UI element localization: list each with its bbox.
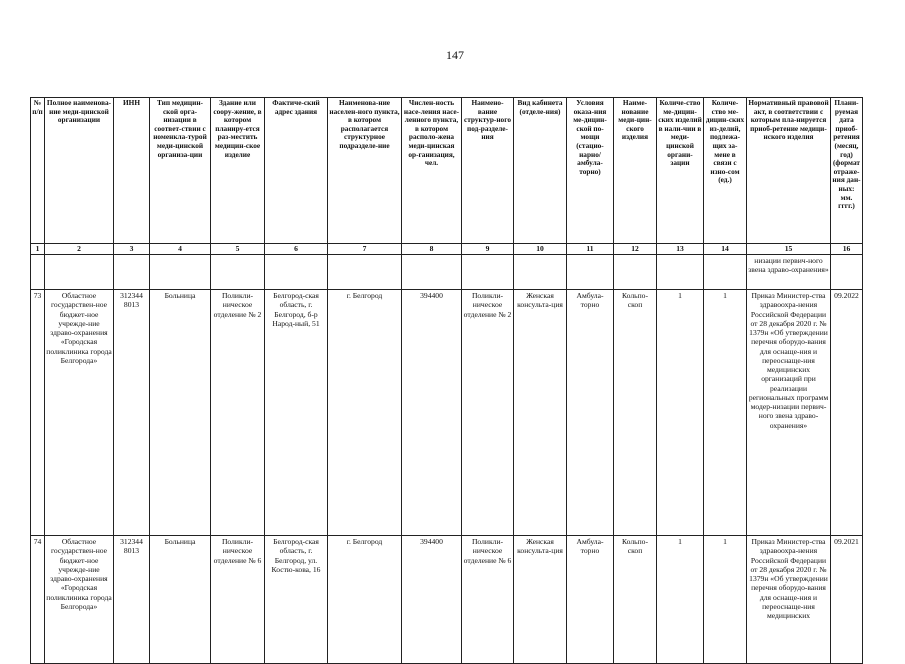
col-header-full-name: Полное наименова-ние меди-цинской организации [45,98,114,244]
column-number: 9 [462,244,514,255]
empty-cell [514,255,567,290]
col-header-address: Фактиче-ский адрес здания [265,98,328,244]
record-building: Поликли-ническое отделение № 2 [211,290,265,536]
record-address: Белгород-ская область, г. Белгород, ул. Костю-кова, 16 [265,536,328,664]
header-row [31,98,863,244]
continuation-legal-act: низации первич-ного звена здраво-охранения» [747,255,831,290]
empty-cell [45,255,114,290]
col-header-subdivision: Наимено-вание структур-ного под-разделе-ния [462,98,514,244]
col-header-num: № п/п [31,98,45,244]
record-building: Поликли-ническое отделение № 6 [211,536,265,664]
empty-cell [831,255,863,290]
column-number: 2 [45,244,114,255]
column-number: 10 [514,244,567,255]
col-header-planned-date: Плани-руемая дата приоб-ретения (месяц, год) (формат отраже-ния дан-ных: мм. гггг.) [831,98,863,244]
record-full-name: Областное государствен-ное бюджет-ное учрежде-ние здраво-охранения «Городская поликлиника города Белгорода» [45,536,114,664]
column-number: 15 [747,244,831,255]
col-header-qty-available: Количе-ство ме-дицин-ских изделий в нали-чии в меди-цинской органи-зации [657,98,704,244]
empty-cell [150,255,211,290]
column-number: 7 [328,244,402,255]
col-header-legal-act: Нормативный правовой акт, в соответствии с которым пла-нируется приоб-ретение медици-нского изделия [747,98,831,244]
record-subdivision: Поликли-ническое отделение № 6 [462,536,514,664]
record-care-conditions: Амбула-торно [567,290,614,536]
record-address: Белгород-ская область, г. Белгород, б-р Народ-ный, 51 [265,290,328,536]
empty-cell [657,255,704,290]
record-population: 394400 [402,536,462,664]
column-number: 16 [831,244,863,255]
column-number: 1 [31,244,45,255]
equipment-registry-table [30,97,863,664]
record-inn: 312344 8013 [114,290,150,536]
record-settlement: г. Белгород [328,290,402,536]
record-qty-write-off: 1 [704,536,747,664]
column-number-row [31,244,863,255]
record-full-name: Областное государствен-ное бюджет-ное учрежде-ние здраво-охранения «Городская поликлиника города Белгорода» [45,290,114,536]
empty-cell [614,255,657,290]
empty-cell [462,255,514,290]
record-org-type: Больница [150,290,211,536]
record-settlement: г. Белгород [328,536,402,664]
record-qty-available: 1 [657,290,704,536]
empty-cell [567,255,614,290]
column-number: 11 [567,244,614,255]
col-header-settlement: Наименова-ние населен-ного пункта, в котором располагается структурное подразделе-ние [328,98,402,244]
column-number: 3 [114,244,150,255]
col-header-office: Вид кабинета (отделе-ния) [514,98,567,244]
record-num: 73 [31,290,45,536]
column-number: 6 [265,244,328,255]
page-number: 147 [446,48,464,62]
record-planned-date: 09.2021 [831,536,863,664]
record-planned-date: 09.2022 [831,290,863,536]
record-qty-available: 1 [657,536,704,664]
record-legal-act: Приказ Министер-ства здравоохра-нения Российской Федерации от 28 декабря 2020 г. № 1379н «Об утверждении перечня оборудо-вания для оснаще-ния и переоснаще-ния медицинских [747,536,831,664]
record-office: Женская консульта-ция [514,290,567,536]
col-header-org-type: Тип медицин-ской орга-низации в соответ-ствии с номенкла-турой меди-цинской организа-ции [150,98,211,244]
col-header-device-name: Наиме-нование меди-цин-ского изделия [614,98,657,244]
empty-cell [402,255,462,290]
record-org-type: Больница [150,536,211,664]
col-header-inn: ИНН [114,98,150,244]
empty-cell [114,255,150,290]
column-number: 5 [211,244,265,255]
empty-cell [265,255,328,290]
record-device-name: Кольпо-скоп [614,290,657,536]
record-qty-write-off: 1 [704,290,747,536]
col-header-population: Числен-ность насе-ления насе-ленного пункта, в котором располо-жена меди-цинская ор-ганизация, чел. [402,98,462,244]
record-legal-act: Приказ Министер-ства здравоохра-нения Российской Федерации от 28 декабря 2020 г. № 1379н «Об утверждении перечня оборудо-вания для оснаще-ния и переоснаще-ния медицинских организаций при реализации региональных программ модер-низации первич-ного звена здраво-охранения» [747,290,831,536]
record-inn: 312344 8013 [114,536,150,664]
record-office: Женская консульта-ция [514,536,567,664]
empty-cell [211,255,265,290]
col-header-building: Здание или соору-жение, в котором планиру-ется раз-местить медицин-ское изделие [211,98,265,244]
table-row [31,290,863,536]
empty-cell [31,255,45,290]
continuation-row [31,255,863,290]
record-device-name: Кольпо-скоп [614,536,657,664]
column-number: 4 [150,244,211,255]
column-number: 12 [614,244,657,255]
col-header-qty-write-off: Количе-ство ме-дицин-ских из-делий, подлежа-щих за-мене в связи с изно-сом (ед.) [704,98,747,244]
column-number: 8 [402,244,462,255]
record-num: 74 [31,536,45,664]
column-number: 14 [704,244,747,255]
empty-cell [704,255,747,290]
record-population: 394400 [402,290,462,536]
table-row [31,536,863,664]
record-care-conditions: Амбула-торно [567,536,614,664]
empty-cell [328,255,402,290]
record-subdivision: Поликли-ническое отделение № 2 [462,290,514,536]
column-number: 13 [657,244,704,255]
col-header-care-conditions: Условия оказа-ния ме-дицин-ской по-мощи (стацио-нарно/ амбула-торно) [567,98,614,244]
